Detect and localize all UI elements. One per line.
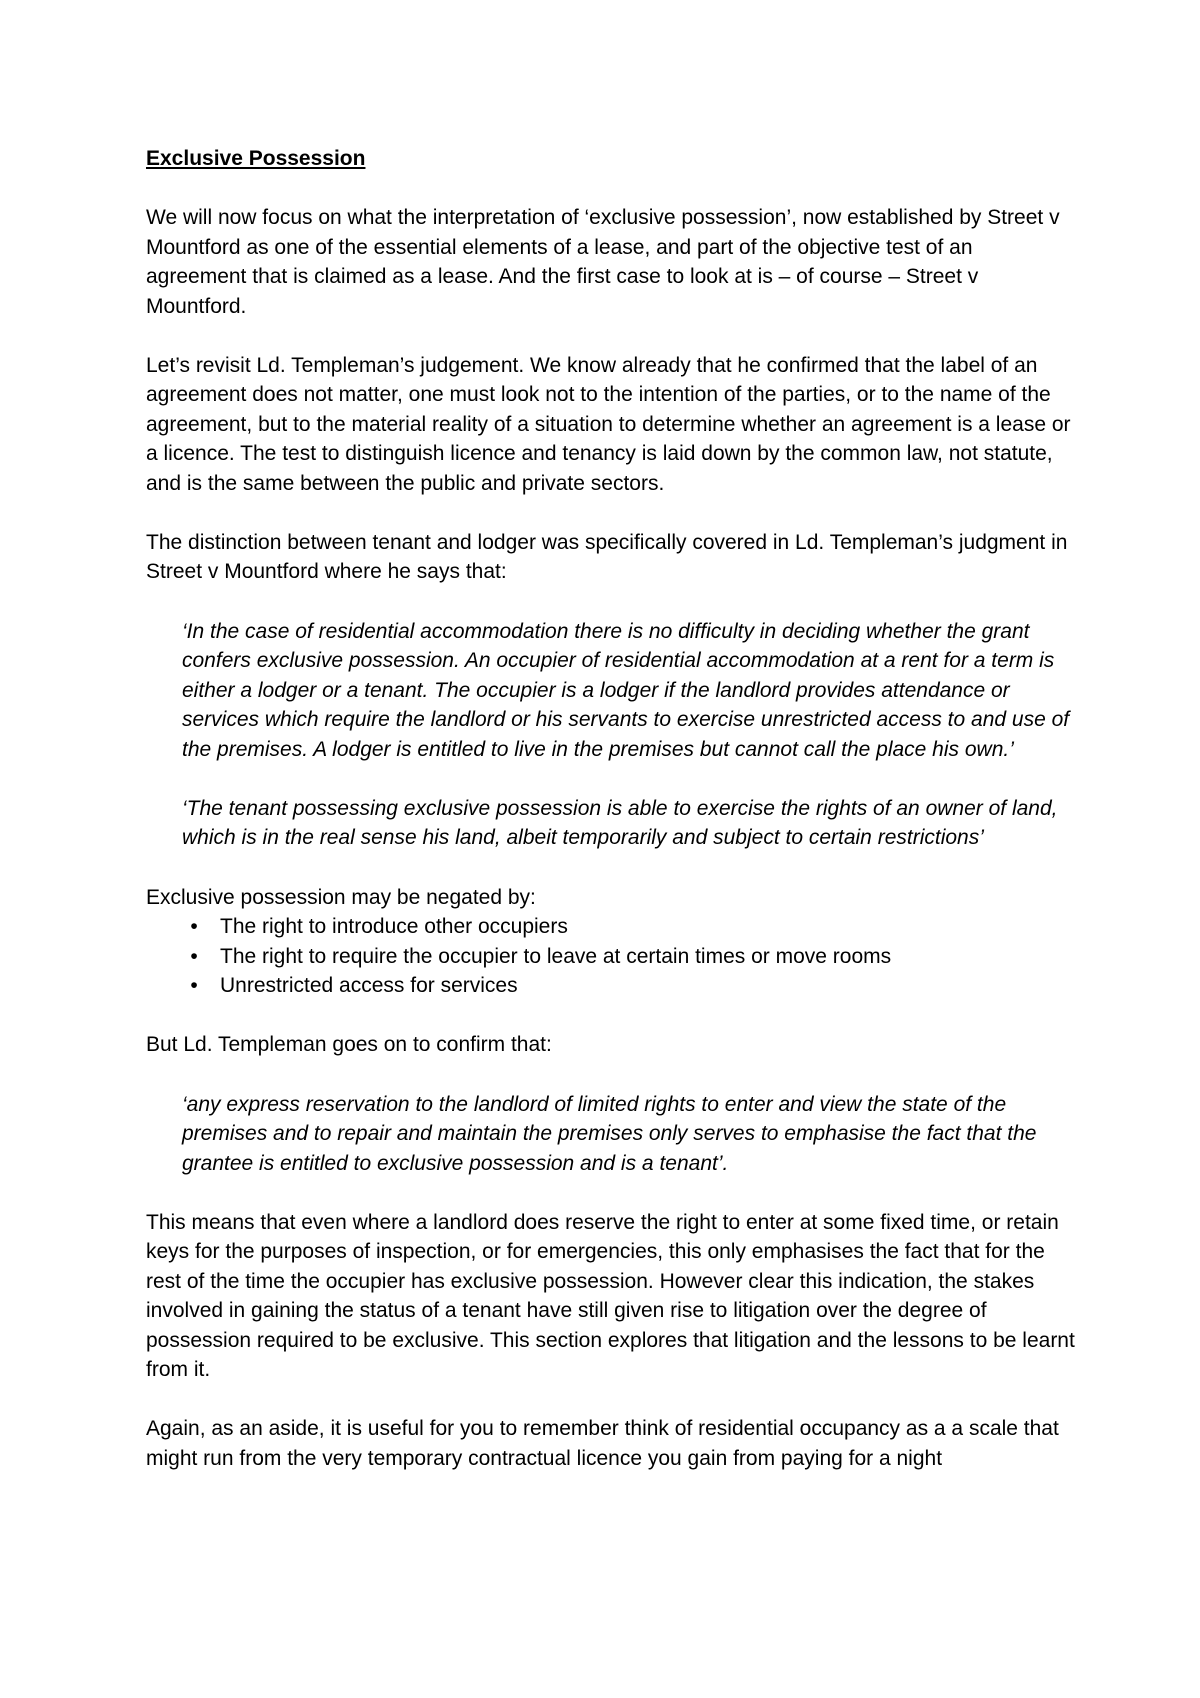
list-item-text: Unrestricted access for services bbox=[220, 973, 518, 997]
bullet-icon: • bbox=[190, 973, 198, 997]
bullet-icon: • bbox=[190, 944, 198, 968]
paragraph-intro: We will now focus on what the interpretation of ‘exclusive possession’, now established by Street v Mountford as one of the essential elements of a lease, and part of the objective test of an agreement that is claimed as a lease. And the first case to look at is – of course – Street v Mountford. bbox=[146, 206, 1060, 318]
document-heading: Exclusive Possession bbox=[146, 147, 366, 170]
bullet-icon: • bbox=[190, 915, 198, 939]
list-item bbox=[146, 912, 1076, 941]
paragraph-templeman-confirms: But Ld. Templeman goes on to confirm that: bbox=[146, 1033, 552, 1057]
list-item bbox=[146, 942, 1076, 971]
list-item-text: The right to require the occupier to leave at certain times or move rooms bbox=[220, 944, 892, 968]
quote-express-reservation: ‘any express reservation to the landlord of limited rights to enter and view the state of the premises and to repair and maintain the premises only serves to emphasise the fact that the grantee is entitled to exclusive possession and is a tenant’. bbox=[182, 1092, 1037, 1175]
negation-list bbox=[146, 912, 1076, 1000]
list-item-text: The right to introduce other occupiers bbox=[220, 915, 568, 939]
paragraph-landlord-reserve-right: This means that even where a landlord does reserve the right to enter at some fixed time, or retain keys for the purposes of inspection, or for emergencies, this only emphasises the fact that for the rest of the time the occupier has exclusive possession. However clear this indication, the stakes involved in gaining the status of a tenant have still given rise to litigation over the degree of possession required to be exclusive. This section explores that litigation and the lessons to be learnt from it. bbox=[146, 1210, 1075, 1381]
quote-residential-accommodation: ‘In the case of residential accommodation there is no difficulty in deciding whether the grant confers exclusive possession. An occupier of residential accommodation at a rent for a term is either a lodger or a tenant. The occupier is a lodger if the landlord provides attendance or services which require the landlord or his servants to exercise unrestricted access to and use of the premises. A lodger is entitled to live in the premises but cannot call the place his own.’ bbox=[182, 619, 1070, 761]
paragraph-templeman-judgement: Let’s revisit Ld. Templeman’s judgement. We know already that he confirmed that the label of an agreement does not matter, one must look not to the intention of the parties, or to the name of the agreement, but to the material reality of a situation to determine whether an agreement is a lease or a licence. The test to distinguish licence and tenancy is laid down by the common law, not statute, and is the same between the public and private sectors. bbox=[146, 354, 1071, 495]
paragraph-tenant-lodger: The distinction between tenant and lodger was specifically covered in Ld. Templeman’s judgment in Street v Mountford where he says that: bbox=[146, 531, 1068, 584]
paragraph-negated-by: Exclusive possession may be negated by: bbox=[146, 885, 536, 909]
list-item bbox=[146, 971, 1076, 1000]
paragraph-residential-scale: Again, as an aside, it is useful for you to remember think of residential occupancy as a a scale that might run from the very temporary contractual licence you gain from paying for a night bbox=[146, 1417, 1059, 1470]
quote-tenant-exclusive-possession: ‘The tenant possessing exclusive possession is able to exercise the rights of an owner of land, which is in the real sense his land, albeit temporarily and subject to certain restrictions’ bbox=[182, 796, 1058, 850]
document-page bbox=[146, 144, 1076, 1503]
